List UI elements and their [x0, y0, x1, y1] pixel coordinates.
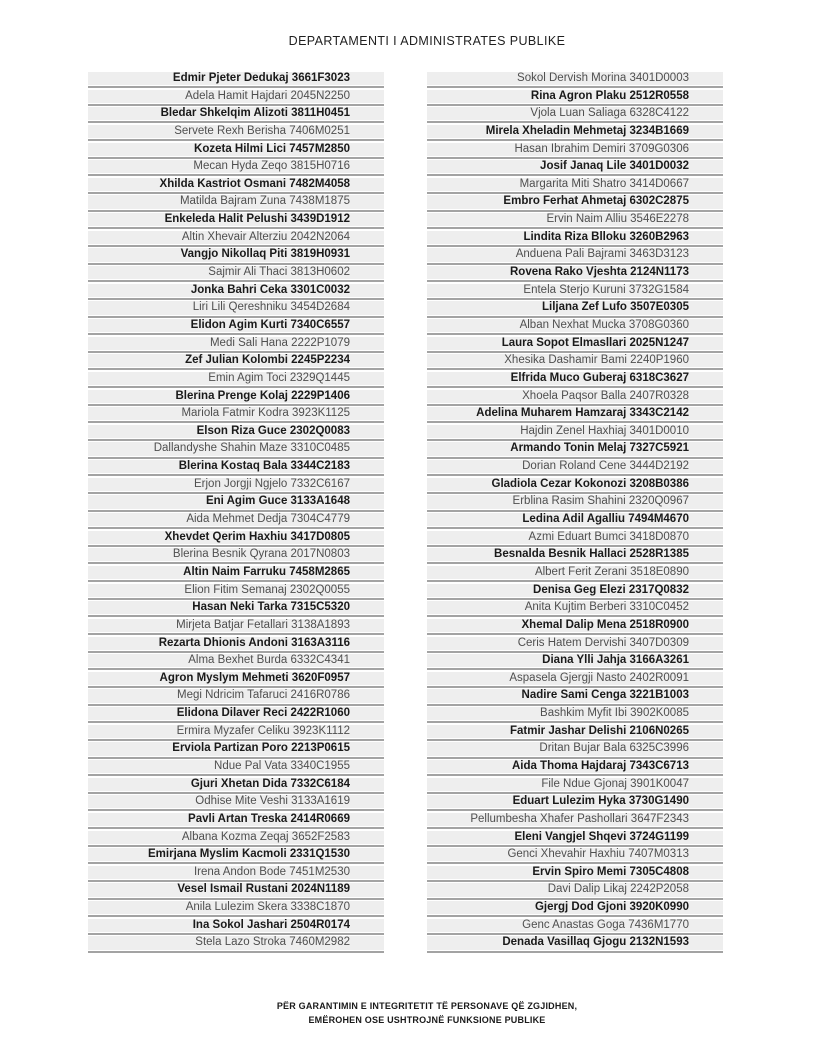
list-item: Gjergj Dod Gjoni 3920K0990	[427, 901, 723, 914]
list-item: Emin Agim Toci 2329Q1445	[88, 372, 384, 385]
list-item: Elidon Agim Kurti 7340C6557	[88, 319, 384, 332]
list-item: Fatmir Jashar Delishi 2106N0265	[427, 725, 723, 738]
list-item: Vjola Luan Saliaga 6328C4122	[427, 107, 723, 120]
list-item: Xhesika Dashamir Bami 2240P1960	[427, 354, 723, 367]
footer-note	[88, 999, 766, 1027]
list-item: Rina Agron Plaku 2512R0558	[427, 90, 723, 103]
list-item: Gjuri Xhetan Dida 7332C6184	[88, 778, 384, 791]
list-item: Ina Sokol Jashari 2504R0174	[88, 919, 384, 932]
list-item: Xhoela Paqsor Balla 2407R0328	[427, 390, 723, 403]
list-item: Erblina Rasim Shahini 2320Q0967	[427, 495, 723, 508]
list-item: Hajdin Zenel Haxhiaj 3401D0010	[427, 425, 723, 438]
list-item: Ceris Hatem Dervishi 3407D0309	[427, 637, 723, 650]
list-item: Alma Bexhet Burda 6332C4341	[88, 654, 384, 667]
list-item: Aida Thoma Hajdaraj 7343C6713	[427, 760, 723, 773]
list-item: Stela Lazo Stroka 7460M2982	[88, 936, 384, 949]
list-item: Dritan Bujar Bala 6325C3996	[427, 742, 723, 755]
list-item: Xhemal Dalip Mena 2518R0900	[427, 619, 723, 632]
list-item: Megi Ndricim Tafaruci 2416R0786	[88, 689, 384, 702]
list-item: Laura Sopot Elmasllari 2025N1247	[427, 337, 723, 350]
list-item: Sajmir Ali Thaci 3813H0602	[88, 266, 384, 279]
list-item: Anila Lulezim Skera 3338C1870	[88, 901, 384, 914]
list-item: Blerina Prenge Kolaj 2229P1406	[88, 390, 384, 403]
list-item: Aspasela Gjergji Nasto 2402R0091	[427, 672, 723, 685]
list-item: Mecan Hyda Zeqo 3815H0716	[88, 160, 384, 173]
list-item: Embro Ferhat Ahmetaj 6302C2875	[427, 195, 723, 208]
list-item: Ermira Myzafer Celiku 3923K1112	[88, 725, 384, 738]
list-item: Ervin Naim Alliu 3546E2278	[427, 213, 723, 226]
list-item: Anita Kujtim Berberi 3310C0452	[427, 601, 723, 614]
list-item: Davi Dalip Likaj 2242P2058	[427, 883, 723, 896]
list-item: Agron Myslym Mehmeti 3620F0957	[88, 672, 384, 685]
list-item: Altin Naim Farruku 7458M2865	[88, 566, 384, 579]
list-item: Eduart Lulezim Hyka 3730G1490	[427, 795, 723, 808]
list-item: Genci Xhevahir Haxhiu 7407M0313	[427, 848, 723, 861]
footer-line-1: PËR GARANTIMIN E INTEGRITETIT TË PERSONAVE QË ZGJIDHEN,	[276, 1001, 578, 1011]
list-item: Liri Lili Qereshniku 3454D2684	[88, 301, 384, 314]
list-item: Dorian Roland Cene 3444D2192	[427, 460, 723, 473]
list-item: Enkeleda Halit Pelushi 3439D1912	[88, 213, 384, 226]
list-item: Nadire Sami Cenga 3221B1003	[427, 689, 723, 702]
list-item: Sokol Dervish Morina 3401D0003	[427, 72, 723, 85]
list-item: Anduena Pali Bajrami 3463D3123	[427, 248, 723, 261]
list-item: Rezarta Dhionis Andoni 3163A3116	[88, 637, 384, 650]
list-item: Blerina Besnik Qyrana 2017N0803	[88, 548, 384, 561]
list-item: Genc Anastas Goga 7436M1770	[427, 919, 723, 932]
list-item: Pavli Artan Treska 2414R0669	[88, 813, 384, 826]
page-title: DEPARTAMENTI I ADMINISTRATES PUBLIKE	[288, 34, 566, 48]
list-item: Josif Janaq Lile 3401D0032	[427, 160, 723, 173]
footer-line-2: EMËROHEN OSE USHTROJNË FUNKSIONE PUBLIKE	[308, 1015, 546, 1025]
list-item: Irena Andon Bode 7451M2530	[88, 866, 384, 879]
list-item: Entela Sterjo Kuruni 3732G1584	[427, 284, 723, 297]
list-item: Alban Nexhat Mucka 3708G0360	[427, 319, 723, 332]
list-item: Margarita Miti Shatro 3414D0667	[427, 178, 723, 191]
list-item: Ledina Adil Agalliu 7494M4670	[427, 513, 723, 526]
list-item: Xhevdet Qerim Haxhiu 3417D0805	[88, 531, 384, 544]
list-item: Servete Rexh Berisha 7406M0251	[88, 125, 384, 138]
list-item: Gladiola Cezar Kokonozi 3208B0386	[427, 478, 723, 491]
list-item: Dallandyshe Shahin Maze 3310C0485	[88, 442, 384, 455]
list-item: Bashkim Myfit Ibi 3902K0085	[427, 707, 723, 720]
list-item: Vangjo Nikollaq Piti 3819H0931	[88, 248, 384, 261]
list-item: Pellumbesha Xhafer Pashollari 3647F2343	[427, 813, 723, 826]
list-item: Eleni Vangjel Shqevi 3724G1199	[427, 831, 723, 844]
list-item: Jonka Bahri Ceka 3301C0032	[88, 284, 384, 297]
list-item: Hasan Neki Tarka 7315C5320	[88, 601, 384, 614]
list-item: Armando Tonin Melaj 7327C5921	[427, 442, 723, 455]
list-item: Emirjana Myslim Kacmoli 2331Q1530	[88, 848, 384, 861]
list-item: Bledar Shkelqim Alizoti 3811H0451	[88, 107, 384, 120]
list-item: Denada Vasillaq Gjogu 2132N1593	[427, 936, 723, 949]
list-item: Erviola Partizan Poro 2213P0615	[88, 742, 384, 755]
list-item: Liljana Zef Lufo 3507E0305	[427, 301, 723, 314]
list-item: Ervin Spiro Memi 7305C4808	[427, 866, 723, 879]
list-item: Lindita Riza Blloku 3260B2963	[427, 231, 723, 244]
name-list-column-left	[88, 72, 384, 954]
list-item: Xhilda Kastriot Osmani 7482M4058	[88, 178, 384, 191]
list-item: Hasan Ibrahim Demiri 3709G0306	[427, 143, 723, 156]
list-item: Vesel Ismail Rustani 2024N1189	[88, 883, 384, 896]
list-item: Zef Julian Kolombi 2245P2234	[88, 354, 384, 367]
list-item: Ndue Pal Vata 3340C1955	[88, 760, 384, 773]
list-item: Edmir Pjeter Dedukaj 3661F3023	[88, 72, 384, 85]
list-item: Albert Ferit Zerani 3518E0890	[427, 566, 723, 579]
list-item: Blerina Kostaq Bala 3344C2183	[88, 460, 384, 473]
list-item: Mariola Fatmir Kodra 3923K1125	[88, 407, 384, 420]
list-item: Elion Fitim Semanaj 2302Q0055	[88, 584, 384, 597]
list-item: Odhise Mite Veshi 3133A1619	[88, 795, 384, 808]
name-list-column-right	[427, 72, 723, 954]
list-item: Erjon Jorgji Ngjelo 7332C6167	[88, 478, 384, 491]
list-item: Diana Ylli Jahja 3166A3261	[427, 654, 723, 667]
list-item: Eni Agim Guce 3133A1648	[88, 495, 384, 508]
list-item: Medi Sali Hana 2222P1079	[88, 337, 384, 350]
list-item: Aida Mehmet Dedja 7304C4779	[88, 513, 384, 526]
list-item: Mirela Xheladin Mehmetaj 3234B1669	[427, 125, 723, 138]
list-item: Elidona Dilaver Reci 2422R1060	[88, 707, 384, 720]
list-item: Adela Hamit Hajdari 2045N2250	[88, 90, 384, 103]
list-item: Elfrida Muco Guberaj 6318C3627	[427, 372, 723, 385]
list-item: Azmi Eduart Bumci 3418D0870	[427, 531, 723, 544]
list-item: Rovena Rako Vjeshta 2124N1173	[427, 266, 723, 279]
list-item: Altin Xhevair Alterziu 2042N2064	[88, 231, 384, 244]
list-item: Mirjeta Batjar Fetallari 3138A1893	[88, 619, 384, 632]
list-item: Matilda Bajram Zuna 7438M1875	[88, 195, 384, 208]
list-item: Denisa Geg Elezi 2317Q0832	[427, 584, 723, 597]
list-item: Albana Kozma Zeqaj 3652F2583	[88, 831, 384, 844]
list-item: File Ndue Gjonaj 3901K0047	[427, 778, 723, 791]
list-item: Kozeta Hilmi Lici 7457M2850	[88, 143, 384, 156]
list-item: Elson Riza Guce 2302Q0083	[88, 425, 384, 438]
list-item: Adelina Muharem Hamzaraj 3343C2142	[427, 407, 723, 420]
list-item: Besnalda Besnik Hallaci 2528R1385	[427, 548, 723, 561]
